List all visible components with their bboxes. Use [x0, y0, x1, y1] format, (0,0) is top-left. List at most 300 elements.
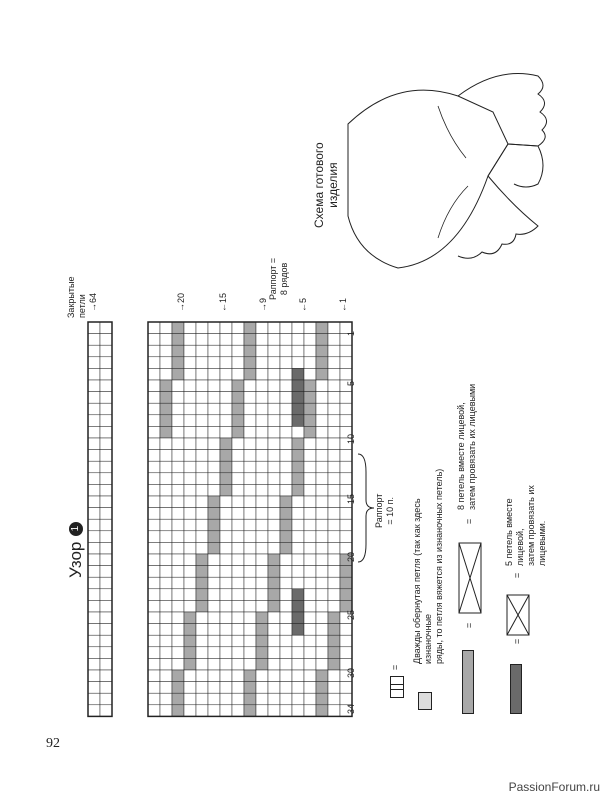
chart-cell: [328, 322, 340, 334]
chart-cell: [244, 496, 256, 508]
chart-cell: [304, 693, 316, 705]
finished-item-schema: [338, 66, 568, 286]
chart-cell: [172, 624, 184, 636]
chart-cell: [328, 496, 340, 508]
row-marker-15: ←15: [218, 292, 228, 312]
rapport-sts-label: [374, 494, 396, 528]
legend-wrapped-text: [412, 466, 445, 664]
chart-cell: [220, 484, 232, 496]
chart-cell: [304, 577, 316, 589]
chart-cell: [232, 438, 244, 450]
chart-cell: [256, 670, 268, 682]
row-marker-5: ←5: [298, 297, 308, 312]
chart-cell: [172, 322, 184, 334]
chart-cell: [304, 380, 316, 392]
chart-cell: [328, 612, 340, 624]
chart-cell: [292, 322, 304, 334]
chart-cell: [196, 658, 208, 670]
chart-cell: [316, 357, 328, 369]
chart-cell: [328, 508, 340, 520]
chart-cell: [256, 392, 268, 404]
chart-cell: [88, 554, 100, 566]
chart-cell: [268, 322, 280, 334]
chart-cell: [256, 542, 268, 554]
chart-cell: [304, 612, 316, 624]
chart-cell: [160, 647, 172, 659]
chart-cell: [232, 554, 244, 566]
chart-cell: [88, 531, 100, 543]
chart-cell: [232, 496, 244, 508]
chart-cell: [232, 345, 244, 357]
chart-cell: [196, 334, 208, 346]
chart-cell: [268, 519, 280, 531]
chart-cell: [208, 473, 220, 485]
chart-cell: [268, 450, 280, 462]
chart-cell: [208, 392, 220, 404]
chart-cell: [100, 682, 112, 694]
chart-cell: [316, 670, 328, 682]
chart-cell: [256, 450, 268, 462]
legend-wrapped-line-1: Дважды обернутая петля (так как здесь изнаночные: [412, 498, 433, 664]
chart-cell: [184, 322, 196, 334]
chart-cell: [208, 415, 220, 427]
chart-cell: [304, 403, 316, 415]
chart-cell: [292, 508, 304, 520]
chart-cell: [100, 531, 112, 543]
chart-cell: [304, 426, 316, 438]
chart-cell: [316, 380, 328, 392]
chart-cell: [208, 554, 220, 566]
chart-cell: [208, 322, 220, 334]
chart-cell: [292, 682, 304, 694]
chart-cell: [304, 589, 316, 601]
chart-cell: [184, 531, 196, 543]
chart-cell: [172, 554, 184, 566]
chart-cell: [160, 438, 172, 450]
chart-cell: [172, 566, 184, 578]
chart-cell: [316, 589, 328, 601]
chart-cell: [304, 415, 316, 427]
chart-cell: [148, 612, 160, 624]
chart-cell: [208, 508, 220, 520]
chart-cell: [220, 368, 232, 380]
chart-cell: [280, 577, 292, 589]
chart-cell: [220, 612, 232, 624]
chart-cell: [208, 635, 220, 647]
chart-cell: [256, 554, 268, 566]
chart-cell: [88, 322, 100, 334]
legend-eight-line-1: 8 петель вместе лицевой,: [456, 402, 466, 510]
chart-cell: [316, 496, 328, 508]
chart-cell: [244, 566, 256, 578]
chart-cell: [232, 612, 244, 624]
chart-cell: [172, 392, 184, 404]
chart-cell: [100, 392, 112, 404]
closed-label-line-1: Закрытые: [66, 276, 76, 318]
chart-cell: [208, 531, 220, 543]
chart-cell: [184, 647, 196, 659]
chart-cell: [172, 670, 184, 682]
chart-cell: [244, 682, 256, 694]
chart-cell: [148, 600, 160, 612]
row-marker-5-number: 5: [298, 297, 308, 303]
chart-cell: [268, 693, 280, 705]
chart-cell: [316, 438, 328, 450]
chart-cell: [160, 357, 172, 369]
chart-cell: [340, 566, 352, 578]
chart-cell: [268, 392, 280, 404]
chart-cell: [100, 647, 112, 659]
chart-cell: [256, 682, 268, 694]
chart-grid: [88, 322, 352, 716]
chart-cell: [256, 705, 268, 717]
chart-cell: [220, 647, 232, 659]
chart-cell: [316, 554, 328, 566]
chart-cell: [340, 392, 352, 404]
chart-cell: [148, 473, 160, 485]
chart-cell: [160, 322, 172, 334]
chart-cell: [196, 589, 208, 601]
schema-title-line-1: Схема готового: [312, 142, 326, 228]
chart-cell: [256, 438, 268, 450]
chart-cell: [232, 508, 244, 520]
chart-cell: [208, 438, 220, 450]
chart-cell: [244, 705, 256, 717]
chart-cell: [220, 624, 232, 636]
chart-cell: [256, 647, 268, 659]
chart-cell: [244, 589, 256, 601]
rapport-bracket: [356, 452, 376, 564]
chart-cell: [244, 392, 256, 404]
chart-cell: [244, 624, 256, 636]
chart-cell: [232, 531, 244, 543]
chart-cell: [328, 473, 340, 485]
chart-cell: [340, 368, 352, 380]
legend-eight-symbol: [458, 542, 482, 614]
chart-cell: [328, 380, 340, 392]
chart-cell: [232, 403, 244, 415]
chart-cell: [88, 357, 100, 369]
chart-cell: [292, 577, 304, 589]
chart-cell: [232, 658, 244, 670]
chart-cell: [280, 461, 292, 473]
chart-cell: [280, 600, 292, 612]
row-marker-1: ←1: [338, 297, 348, 312]
col-number-15: 15: [346, 493, 356, 504]
chart-cell: [148, 705, 160, 717]
chart-cell: [328, 589, 340, 601]
chart-cell: [268, 624, 280, 636]
chart-cell: [220, 589, 232, 601]
chart-cell: [304, 461, 316, 473]
chart-cell: [292, 426, 304, 438]
chart-cell: [280, 345, 292, 357]
chart-cell: [316, 322, 328, 334]
chart-cell: [268, 600, 280, 612]
chart-cell: [244, 345, 256, 357]
chart-cell: [100, 357, 112, 369]
chart-cell: [340, 577, 352, 589]
chart-cell: [292, 415, 304, 427]
chart-cell: [340, 345, 352, 357]
chart-cell: [244, 670, 256, 682]
chart-cell: [148, 438, 160, 450]
chart-cell: [88, 368, 100, 380]
chart-cell: [280, 426, 292, 438]
chart-cell: [268, 566, 280, 578]
chart-cell: [268, 531, 280, 543]
chart-cell: [88, 566, 100, 578]
chart-cell: [172, 473, 184, 485]
chart-cell: [244, 415, 256, 427]
chart-cell: [184, 473, 196, 485]
closed-row-number: 64: [88, 292, 98, 303]
chart-cell: [256, 566, 268, 578]
chart-cell: [88, 612, 100, 624]
schema-title: [312, 142, 340, 228]
chart-cell: [268, 426, 280, 438]
chart-cell: [172, 658, 184, 670]
chart-cell: [316, 519, 328, 531]
chart-cell: [208, 519, 220, 531]
chart-cell: [88, 600, 100, 612]
chart-cell: [292, 600, 304, 612]
chart-cell: [100, 600, 112, 612]
chart-cell: [88, 635, 100, 647]
chart-cell: [220, 426, 232, 438]
chart-cell: [196, 461, 208, 473]
chart-cell: [280, 403, 292, 415]
chart-cell: [304, 531, 316, 543]
chart-cell: [160, 612, 172, 624]
chart-cell: [244, 357, 256, 369]
chart-cell: [160, 658, 172, 670]
chart-cell: [268, 705, 280, 717]
chart-cell: [256, 403, 268, 415]
chart-cell: [268, 612, 280, 624]
chart-cell: [280, 658, 292, 670]
chart-cell: [208, 566, 220, 578]
chart-cell: [316, 682, 328, 694]
chart-cell: [220, 542, 232, 554]
chart-cell: [328, 368, 340, 380]
chart-cell: [292, 647, 304, 659]
chart-cell: [316, 473, 328, 485]
chart-cell: [244, 647, 256, 659]
chart-cell: [220, 600, 232, 612]
chart-cell: [184, 380, 196, 392]
chart-cell: [184, 554, 196, 566]
chart-cell: [148, 450, 160, 462]
chart-cell: [196, 322, 208, 334]
chart-cell: [232, 473, 244, 485]
chart-cell: [184, 566, 196, 578]
legend-eight-line-2: затем провязать их лицевыми: [467, 383, 477, 510]
chart-cell: [256, 519, 268, 531]
chart-cell: [244, 426, 256, 438]
chart-cell: [304, 322, 316, 334]
chart-cell: [292, 624, 304, 636]
chart-cell: [232, 519, 244, 531]
chart-cell: [244, 473, 256, 485]
chart-cell: [304, 600, 316, 612]
chart-cell: [256, 589, 268, 601]
chart-cell: [160, 519, 172, 531]
chart-cell: [208, 334, 220, 346]
chart-cell: [316, 705, 328, 717]
chart-cell: [172, 542, 184, 554]
chart-cell: [316, 658, 328, 670]
chart-cell: [196, 693, 208, 705]
chart-cell: [196, 392, 208, 404]
chart-cell: [148, 658, 160, 670]
chart-cell: [292, 438, 304, 450]
chart-cell: [256, 461, 268, 473]
chart-cell: [292, 392, 304, 404]
chart-cell: [196, 380, 208, 392]
chart-cell: [196, 357, 208, 369]
chart-cell: [340, 357, 352, 369]
chart-cell: [268, 635, 280, 647]
chart-cell: [184, 612, 196, 624]
chart-cell: [208, 693, 220, 705]
chart-cell: [220, 461, 232, 473]
chart-cell: [232, 624, 244, 636]
chart-cell: [172, 345, 184, 357]
rapport-rows-line-2: 8 рядов: [279, 262, 289, 296]
chart-cell: [184, 496, 196, 508]
chart-cell: [172, 484, 184, 496]
chart-cell: [196, 682, 208, 694]
chart-cell: [328, 670, 340, 682]
chart-cell: [244, 484, 256, 496]
chart-cell: [148, 461, 160, 473]
chart-cell: [148, 357, 160, 369]
chart-cell: [328, 345, 340, 357]
chart-cell: [232, 322, 244, 334]
chart-cell: [232, 705, 244, 717]
chart-cell: [244, 508, 256, 520]
chart-cell: [196, 600, 208, 612]
chart-cell: [220, 531, 232, 543]
chart-cell: [292, 519, 304, 531]
chart-cell: [256, 368, 268, 380]
chart-cell: [148, 589, 160, 601]
chart-cell: [88, 380, 100, 392]
legend-five-line-2: затем провязать их лицевыми.: [526, 485, 547, 566]
chart-cell: [328, 531, 340, 543]
chart-cell: [232, 334, 244, 346]
closed-label-line-2: петли: [77, 294, 87, 318]
chart-cell: [304, 670, 316, 682]
chart-cell: [172, 519, 184, 531]
chart-cell: [172, 334, 184, 346]
chart-cell: [196, 508, 208, 520]
page-number: 92: [46, 736, 60, 751]
col-number-30: 30: [346, 667, 356, 678]
chart-cell: [304, 682, 316, 694]
chart-cell: [244, 635, 256, 647]
chart-cell: [268, 368, 280, 380]
chart-cell: [232, 670, 244, 682]
chart-cell: [172, 600, 184, 612]
chart-cell: [208, 624, 220, 636]
chart-cell: [268, 589, 280, 601]
chart-cell: [328, 392, 340, 404]
chart-cell: [268, 357, 280, 369]
chart-cell: [268, 334, 280, 346]
legend-five-line-1: 5 петель вместе лицевой,: [504, 498, 525, 566]
chart-cell: [196, 542, 208, 554]
chart-cell: [316, 577, 328, 589]
chart-cell: [256, 357, 268, 369]
chart-cell: [316, 403, 328, 415]
chart-cell: [232, 450, 244, 462]
chart-cell: [232, 461, 244, 473]
pattern-title-text: Узор: [66, 541, 85, 578]
chart-cell: [160, 368, 172, 380]
chart-cell: [292, 334, 304, 346]
chart-cell: [148, 635, 160, 647]
chart-cell: [268, 438, 280, 450]
chart-cell: [196, 670, 208, 682]
chart-cell: [268, 542, 280, 554]
chart-cell: [232, 380, 244, 392]
chart-cell: [196, 496, 208, 508]
chart-cell: [172, 403, 184, 415]
chart-cell: [220, 345, 232, 357]
col-number-34: 34: [346, 703, 356, 714]
chart-cell: [316, 368, 328, 380]
chart-cell: [280, 647, 292, 659]
chart-cell: [304, 345, 316, 357]
chart-cell: [304, 473, 316, 485]
chart-cell: [100, 670, 112, 682]
chart-cell: [196, 450, 208, 462]
chart-cell: [316, 461, 328, 473]
row-marker-20: →20: [176, 292, 186, 312]
chart-cell: [184, 589, 196, 601]
chart-cell: [148, 496, 160, 508]
chart-cell: [292, 658, 304, 670]
chart-cell: [172, 438, 184, 450]
chart-cell: [184, 670, 196, 682]
chart-cell: [220, 682, 232, 694]
chart-cell: [256, 600, 268, 612]
chart-cell: [280, 484, 292, 496]
chart-cell: [172, 589, 184, 601]
chart-cell: [316, 334, 328, 346]
chart-cell: [220, 566, 232, 578]
pattern-badge: 1: [69, 522, 83, 536]
chart-cell: [220, 554, 232, 566]
chart-cell: [160, 670, 172, 682]
chart-cell: [328, 647, 340, 659]
chart-cell: [100, 589, 112, 601]
chart-cell: [268, 508, 280, 520]
chart-cell: [196, 566, 208, 578]
chart-cell: [232, 647, 244, 659]
chart-cell: [304, 368, 316, 380]
chart-cell: [88, 473, 100, 485]
chart-cell: [316, 600, 328, 612]
chart-cell: [148, 484, 160, 496]
chart-cell: [328, 693, 340, 705]
rapport-sts-line-2: = 10 п.: [385, 496, 395, 525]
chart-cell: [316, 566, 328, 578]
legend-purl-symbol: [390, 684, 404, 698]
chart-cell: [280, 693, 292, 705]
